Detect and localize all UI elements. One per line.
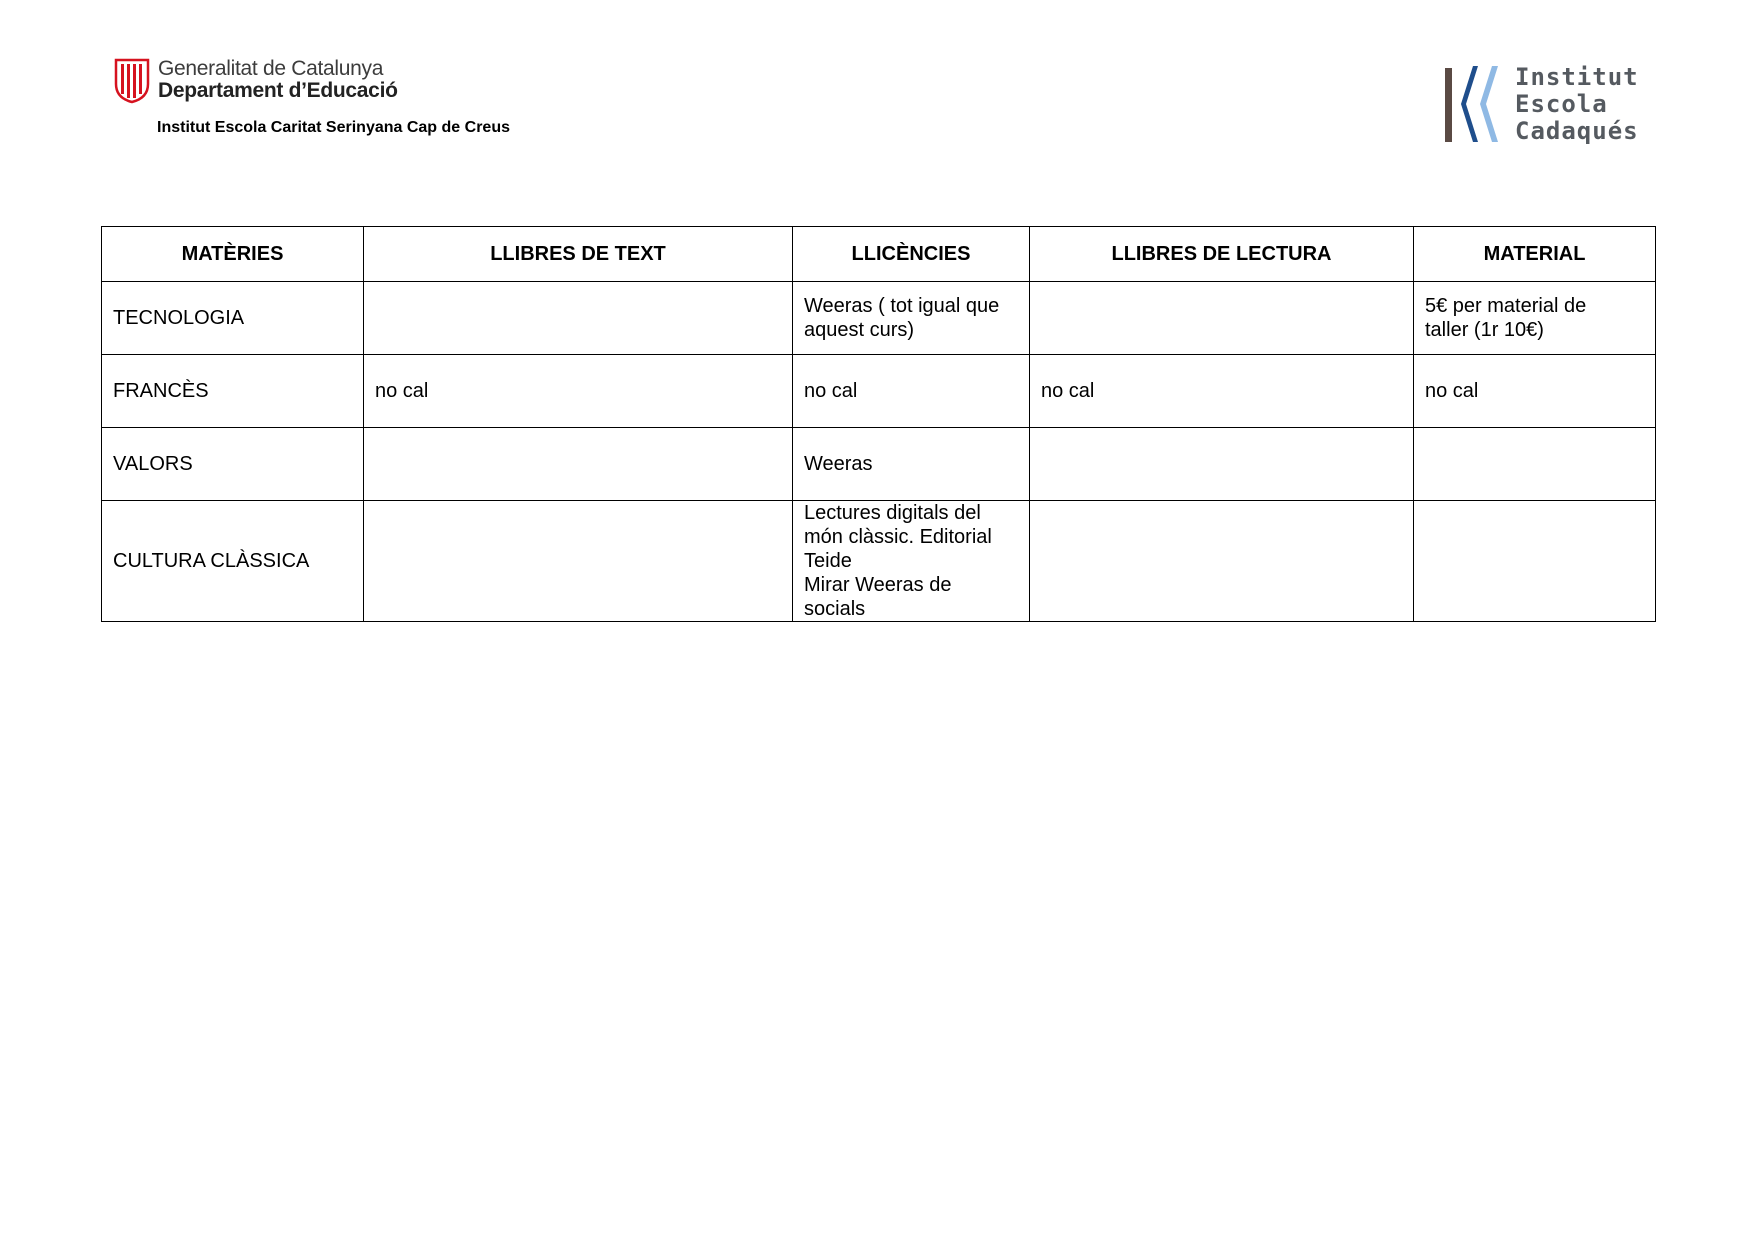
cell-line: taller (1r 10€) bbox=[1425, 319, 1544, 341]
table-header-row bbox=[102, 227, 1656, 282]
cell-line: Teide bbox=[804, 550, 852, 572]
header-materies: MATÈRIES bbox=[102, 227, 364, 282]
cell-line: Mirar Weeras de bbox=[804, 574, 952, 596]
cell-llibres-text: no cal bbox=[364, 355, 793, 428]
header-material: MATERIAL bbox=[1414, 227, 1656, 282]
cell-material bbox=[1414, 355, 1656, 428]
cell-line: Weeras ( tot igual que bbox=[804, 295, 1000, 317]
cell-line: món clàssic. Editorial bbox=[804, 526, 992, 548]
cell-llibres-text bbox=[364, 282, 793, 355]
table-row bbox=[102, 355, 1656, 428]
gencat-name: Generalitat de Catalunya bbox=[158, 57, 384, 80]
cell-materia: FRANCÈS bbox=[102, 355, 364, 428]
gencat-logo bbox=[112, 58, 398, 104]
ie-logo-line-1: Institut bbox=[1515, 63, 1639, 91]
cell-line: no cal bbox=[804, 380, 858, 402]
cell-materia: TECNOLOGIA bbox=[102, 282, 364, 355]
cell-llicencies bbox=[793, 355, 1030, 428]
cell-line: socials bbox=[804, 598, 866, 620]
header-llibres-de-text: LLIBRES DE TEXT bbox=[364, 227, 793, 282]
cell-llibres-text bbox=[364, 428, 793, 501]
gencat-emblem-icon bbox=[112, 58, 152, 104]
ie-logo-line-3: Cadaqués bbox=[1515, 117, 1639, 145]
institut-escola-mark-icon bbox=[1445, 64, 1501, 144]
cell-material bbox=[1414, 282, 1656, 355]
ie-logo-line-2: Escola bbox=[1515, 90, 1608, 118]
cell-llicencies bbox=[793, 282, 1030, 355]
cell-llibres-lectura: no cal bbox=[1030, 355, 1414, 428]
cell-line: Weeras bbox=[804, 453, 873, 475]
cell-llicencies bbox=[793, 428, 1030, 501]
cell-line: aquest curs) bbox=[804, 319, 915, 341]
materials-table bbox=[101, 226, 1656, 622]
cell-llicencies bbox=[793, 501, 1030, 622]
department-name: Departament d’Educació bbox=[158, 79, 398, 102]
cell-materia: VALORS bbox=[102, 428, 364, 501]
cell-materia: CULTURA CLÀSSICA bbox=[102, 501, 364, 622]
cell-llibres-lectura bbox=[1030, 282, 1414, 355]
cell-llibres-text bbox=[364, 501, 793, 622]
cell-material bbox=[1414, 501, 1656, 622]
cell-llibres-lectura bbox=[1030, 428, 1414, 501]
cell-llibres-lectura bbox=[1030, 501, 1414, 622]
cell-material bbox=[1414, 428, 1656, 501]
institut-escola-logo bbox=[1445, 64, 1639, 145]
school-name: Institut Escola Caritat Serinyana Cap de Creus bbox=[157, 119, 510, 136]
cell-line: 5€ per material de bbox=[1425, 295, 1587, 317]
header-llibres-de-lectura: LLIBRES DE LECTURA bbox=[1030, 227, 1414, 282]
cell-line: no cal bbox=[1425, 380, 1479, 402]
cell-line: Lectures digitals del bbox=[804, 502, 981, 524]
header-llicencies: LLICÈNCIES bbox=[793, 227, 1030, 282]
table-row bbox=[102, 428, 1656, 501]
table-row bbox=[102, 282, 1656, 355]
table-row bbox=[102, 501, 1656, 622]
